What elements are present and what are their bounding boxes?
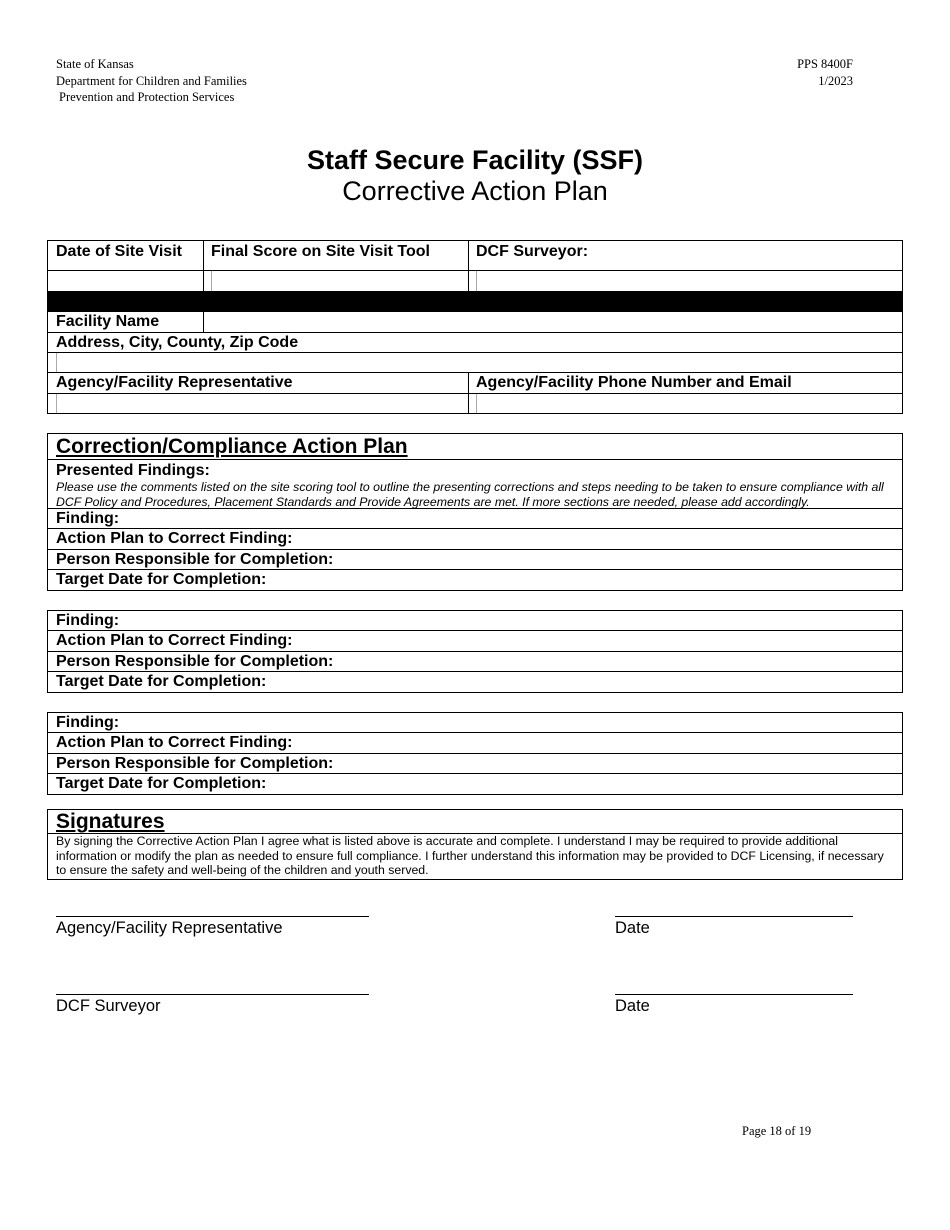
finding-block-3 (47, 712, 903, 795)
page-number: Page 18 of 19 (742, 1124, 812, 1138)
representative-signature-label: Agency/Facility Representative (56, 919, 283, 937)
representative-signature-line[interactable] (56, 916, 369, 917)
site-visit-table (47, 240, 903, 414)
person-responsible-row[interactable] (48, 550, 902, 570)
action-plan-label: Action Plan to Correct Finding: (56, 734, 293, 751)
action-plan-label: Action Plan to Correct Finding: (56, 632, 293, 649)
signatures-section (47, 809, 903, 880)
header-state: State of Kansas (56, 57, 134, 71)
surveyor-date-label: Date (615, 997, 650, 1015)
document-subtitle: Corrective Action Plan (342, 176, 608, 206)
site-visit-header-row (48, 241, 902, 271)
target-date-label: Target Date for Completion: (56, 673, 267, 690)
document-title: Staff Secure Facility (SSF) (306, 145, 644, 175)
agency-header (56, 56, 247, 106)
signatures-statement: By signing the Corrective Action Plan I agree what is listed above is accurate and complete. I understand I may be required to provide additional information or modify the plan as needed to ensure full compliance. I further understand this information may be provided to DCF Licensing, if necessary to ensure the safety and well-being of the children and youth served. (56, 834, 884, 877)
address-input-row (48, 353, 902, 373)
action-plan-row[interactable] (48, 733, 902, 754)
signatures-heading: Signatures (56, 810, 165, 833)
finding-row[interactable] (48, 713, 902, 733)
person-responsible-label: Person Responsible for Completion: (56, 653, 334, 670)
header-division: Prevention and Protection Services (59, 90, 235, 104)
finding-label: Finding: (56, 714, 120, 731)
surveyor-signature-label: DCF Surveyor (56, 997, 161, 1015)
person-responsible-row[interactable] (48, 652, 902, 672)
presented-findings-label: Presented Findings: (56, 462, 210, 479)
form-id-header (760, 56, 853, 89)
address-label-row (48, 333, 902, 353)
finding-row[interactable] (48, 509, 902, 529)
action-plan-label: Action Plan to Correct Finding: (56, 530, 293, 547)
header-department: Department for Children and Families (56, 73, 247, 88)
target-date-label: Target Date for Completion: (56, 571, 267, 588)
representative-label-row (48, 373, 902, 394)
document-title-block (0, 144, 950, 206)
date-of-visit-field[interactable] (48, 271, 203, 291)
form-number: PPS 8400F (797, 57, 853, 71)
facility-name-field[interactable] (204, 312, 902, 332)
finding-block-2 (47, 610, 903, 693)
dcf-surveyor-label: DCF Surveyor: (476, 243, 589, 260)
table-divider-bar (48, 291, 902, 312)
facility-name-row (48, 312, 902, 333)
facility-name-label: Facility Name (56, 313, 160, 330)
surveyor-signature-line[interactable] (56, 994, 369, 995)
address-label: Address, City, County, Zip Code (56, 334, 299, 351)
representative-date-line[interactable] (615, 916, 853, 917)
site-visit-input-row (48, 271, 902, 291)
person-responsible-row[interactable] (48, 754, 902, 774)
representative-date-label: Date (615, 919, 650, 937)
phone-email-label: Agency/Facility Phone Number and Email (476, 374, 792, 391)
action-plan-heading-row (48, 434, 902, 460)
action-plan-row[interactable] (48, 631, 902, 652)
representative-field[interactable] (57, 394, 468, 413)
signatures-statement-row (48, 834, 902, 879)
surveyor-date-line[interactable] (615, 994, 853, 995)
signatures-heading-row (48, 810, 902, 834)
action-plan-heading: Correction/Compliance Action Plan (56, 435, 408, 458)
finding-label: Finding: (56, 612, 120, 629)
target-date-label: Target Date for Completion: (56, 775, 267, 792)
presented-findings-note: Please use the comments listed on the site scoring tool to outline the presenting corrections and steps needing to be taken to ensure compliance with all DCF Policy and Procedures, Placement Standards and Provide Agreements are met. If more sections are needed, please add accordingly. (56, 480, 884, 509)
dcf-surveyor-field[interactable] (477, 271, 902, 291)
target-date-row[interactable] (48, 672, 902, 692)
target-date-row[interactable] (48, 774, 902, 794)
finding-label: Finding: (56, 510, 120, 527)
address-field[interactable] (57, 353, 902, 372)
presented-findings-row (48, 460, 902, 509)
phone-email-field[interactable] (477, 394, 902, 413)
representative-label: Agency/Facility Representative (56, 374, 293, 391)
final-score-label: Final Score on Site Visit Tool (211, 243, 430, 260)
action-plan-row[interactable] (48, 529, 902, 550)
form-revision-date: 1/2023 (818, 73, 853, 88)
person-responsible-label: Person Responsible for Completion: (56, 755, 334, 772)
date-of-visit-label: Date of Site Visit (56, 243, 182, 260)
target-date-row[interactable] (48, 570, 902, 590)
representative-input-row (48, 394, 902, 413)
finding-row[interactable] (48, 611, 902, 631)
action-plan-section (47, 433, 903, 591)
person-responsible-label: Person Responsible for Completion: (56, 551, 334, 568)
final-score-field[interactable] (212, 271, 468, 291)
